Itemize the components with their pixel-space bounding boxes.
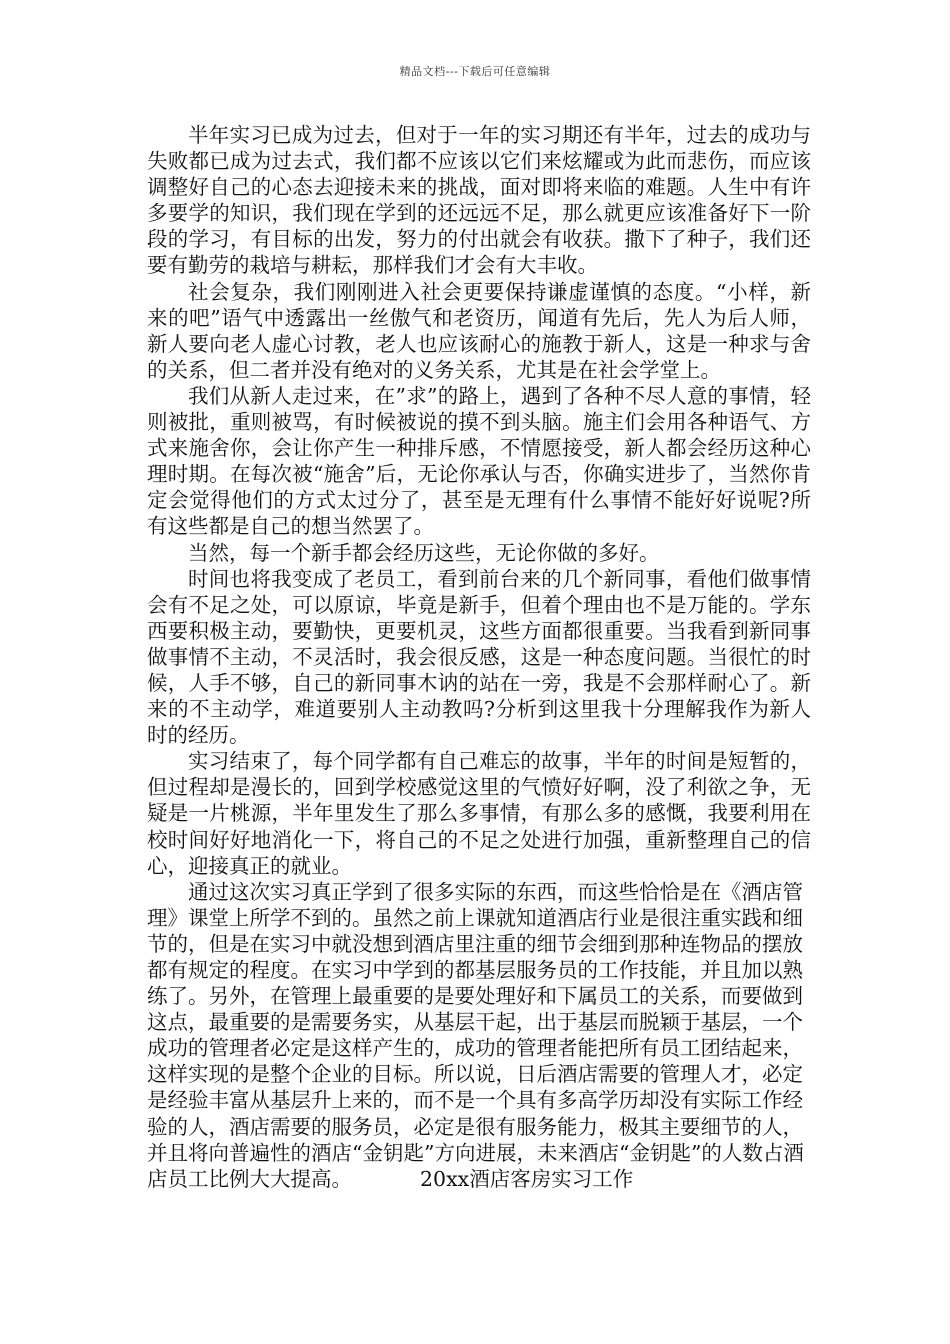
paragraph-3: 我们从新人走过来，在”求”的路上，遇到了各种不尽人意的事情，轻则被批，重则被骂，有时候被说的摸不到头脑。施主们会用各种语气、方式来施舍你，会让你产生一种排斥感，不情愿接受，新人都会经历这种心理时期。在每次被“施舍”后，无论你承认与否，你确实进步了，当然你肯定会觉得他们的方式太过分了，甚至是无理有什么事情不能好好说呢?所有这些都是自己的想当然罢了。 — [147, 383, 811, 539]
page-header: 精品文档---下载后可任意编辑 — [399, 65, 551, 78]
document-body — [147, 122, 811, 1192]
paragraph-2: 社会复杂，我们刚刚进入社会更要保持谦虚谨慎的态度。“小样，新来的吧”语气中透露出一丝傲气和老资历，闻道有先后，先人为后人师，新人要向老人虚心讨教，老人也应该耐心的施教于新人，这是一种求与舍的关系，但二者并没有绝对的义务关系，尤其是在社会学堂上。 — [147, 279, 811, 382]
paragraph-7-text: 通过这次实习真正学到了很多实际的东西，而这些恰恰是在《酒店管理》课堂上所学不到的。虽然之前上课就知道酒店行业是很注重实践和细节的，但是在实习中就没想到酒店里注重的细节会细到那种连物品的摆放都有规定的程度。在实习中学到的都基层服务员的工作技能，并且加以熟练了。另外，在管理上最重要的是要处理好和下属员工的关系，而要做到这点，最重要的是需要务实，从基层干起，出于基层而脱颖于基层，一个成功的管理者必定是这样产生的，成功的管理者能把所有员工团结起来，这样实现的是整个企业的目标。所以说，日后酒店需要的管理人才，必定是经验丰富从基层升上来的，而不是一个具有多高学历却没有实际工作经验的人，酒店需要的服务员，必定是很有服务能力，极其主要细节的人，并且将向普遍性的酒店“金钥匙”方向进展，未来酒店“金钥匙”的人数占酒店员工比例大大提高。 — [147, 879, 804, 1191]
paragraph-7 — [147, 879, 811, 1192]
paragraph-4: 当然，每一个新手都会经历这些，无论你做的多好。 — [188, 540, 660, 565]
paragraph-6: 实习结束了，每个同学都有自己难忘的故事，半年的时间是短暂的，但过程却是漫长的，回到学校感觉这里的气愤好好啊，没了利欲之争，无疑是一片桃源，半年里发生了那么多事情，有那么多的感慨，我要利用在校时间好好地消化一下，将自己的不足之处进行加强，重新整理自己的信心，迎接真正的就业。 — [147, 749, 811, 878]
paragraph-1: 半年实习已成为过去，但对于一年的实习期还有半年，过去的成功与失败都已成为过去式，我们都不应该以它们来炫耀或为此而悲伤，而应该调整好自己的心态去迎接未来的挑战，面对即将来临的难题。人生中有许多要学的知识，我们现在学到的还远远不足，那么就更应该准备好下一阶段的学习，有目标的出发，努力的付出就会有收获。撒下了种子，我们还要有勤劳的栽培与耕耘，那样我们才会有大丰收。 — [147, 123, 811, 278]
next-section-title: 20xx酒店客房实习工作 — [420, 1166, 634, 1191]
paragraph-5: 时间也将我变成了老员工，看到前台来的几个新同事，看他们做事情会有不足之处，可以原谅，毕竟是新手，但着个理由也不是万能的。学东西要积极主动，要勤快，更要机灵，这些方面都很重要。当我看到新同事做事情不主动，不灵活时，我会很反感，这是一种态度问题。当很忙的时候，人手不够，自己的新同事木讷的站在一旁，我是不会那样耐心了。新来的不主动学，难道要别人主动教吗?分析到这里我十分理解我作为新人时的经历。 — [147, 566, 811, 748]
